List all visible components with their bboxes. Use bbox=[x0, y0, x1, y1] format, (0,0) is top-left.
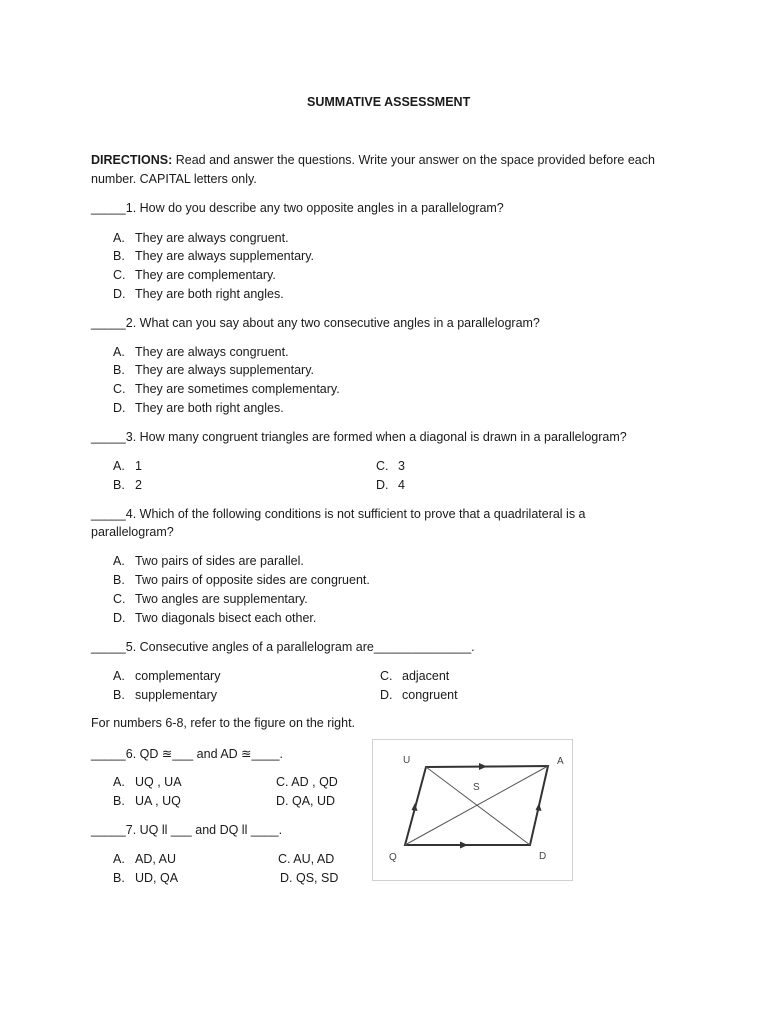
question-6-stem: _____6. QD ≊___ and AD ≊____. bbox=[91, 747, 283, 761]
figure-reference-note: For numbers 6-8, refer to the figure on the right. bbox=[91, 716, 356, 730]
q2-option-b: B. They are always supplementary. bbox=[113, 363, 315, 377]
q3-option-c: C. 3 bbox=[376, 459, 405, 473]
q3-option-d: D. 4 bbox=[376, 478, 405, 492]
q4-option-d: D. Two diagonals bisect each other. bbox=[113, 611, 317, 625]
q4-option-c: C. Two angles are supplementary. bbox=[113, 592, 308, 606]
intersection-label-s: S bbox=[473, 782, 480, 793]
question-4-stem-cont: parallelogram? bbox=[91, 525, 174, 539]
q7-option-d: D. QS, SD bbox=[280, 871, 339, 885]
q5-option-b: B. supplementary bbox=[113, 688, 217, 702]
q5-option-a: A. complementary bbox=[113, 669, 221, 683]
q7-option-a: A. AD, AU bbox=[113, 852, 176, 866]
directions-text-2: number. CAPITAL letters only. bbox=[91, 172, 257, 186]
q3-option-a: A. 1 bbox=[113, 459, 142, 473]
directions-text-1: Read and answer the questions. Write your answer on the space provided before each bbox=[172, 153, 655, 167]
q4-option-b: B. Two pairs of opposite sides are congruent. bbox=[113, 573, 370, 587]
q1-option-a: A. They are always congruent. bbox=[113, 231, 289, 245]
q6-option-b: B. UA , UQ bbox=[113, 794, 181, 808]
vertex-label-a: A bbox=[557, 756, 564, 767]
q7-option-c: C. AU, AD bbox=[278, 852, 335, 866]
q6-option-a: A. UQ , UA bbox=[113, 775, 182, 789]
question-3-stem: _____3. How many congruent triangles are formed when a diagonal is drawn in a parallelogram? bbox=[91, 430, 627, 444]
vertex-label-u: U bbox=[403, 755, 411, 766]
page-title: SUMMATIVE ASSESSMENT bbox=[307, 95, 471, 109]
q2-option-a: A. They are always congruent. bbox=[113, 345, 289, 359]
q6-option-c: C. AD , QD bbox=[276, 775, 338, 789]
question-2-stem: _____2. What can you say about any two consecutive angles in a parallelogram? bbox=[91, 316, 540, 330]
q2-option-c: C. They are sometimes complementary. bbox=[113, 382, 340, 396]
question-7-stem: _____7. UQ ll ___ and DQ ll ____. bbox=[91, 823, 283, 837]
vertex-label-q: Q bbox=[389, 852, 397, 863]
parallelogram-figure bbox=[372, 739, 574, 882]
q1-option-c: C. They are complementary. bbox=[113, 268, 276, 282]
question-4-stem: _____4. Which of the following conditions is not sufficient to prove that a quadrilateral is a bbox=[91, 507, 586, 521]
q1-option-d: D. They are both right angles. bbox=[113, 287, 284, 301]
vertex-label-d: D bbox=[539, 851, 547, 862]
q7-option-b: B. UD, QA bbox=[113, 871, 179, 885]
q5-option-c: C. adjacent bbox=[380, 669, 450, 683]
q4-option-a: A. Two pairs of sides are parallel. bbox=[113, 554, 304, 568]
q2-option-d: D. They are both right angles. bbox=[113, 401, 284, 415]
q1-option-b: B. They are always supplementary. bbox=[113, 249, 315, 263]
directions bbox=[91, 153, 655, 167]
q3-option-b: B. 2 bbox=[113, 478, 142, 492]
question-5-stem: _____5. Consecutive angles of a parallelogram are______________. bbox=[91, 640, 475, 654]
q6-option-d: D. QA, UD bbox=[276, 794, 336, 808]
q5-option-d: D. congruent bbox=[380, 688, 458, 702]
question-1-stem: _____1. How do you describe any two opposite angles in a parallelogram? bbox=[91, 201, 504, 215]
directions-label: DIRECTIONS: bbox=[91, 153, 173, 167]
